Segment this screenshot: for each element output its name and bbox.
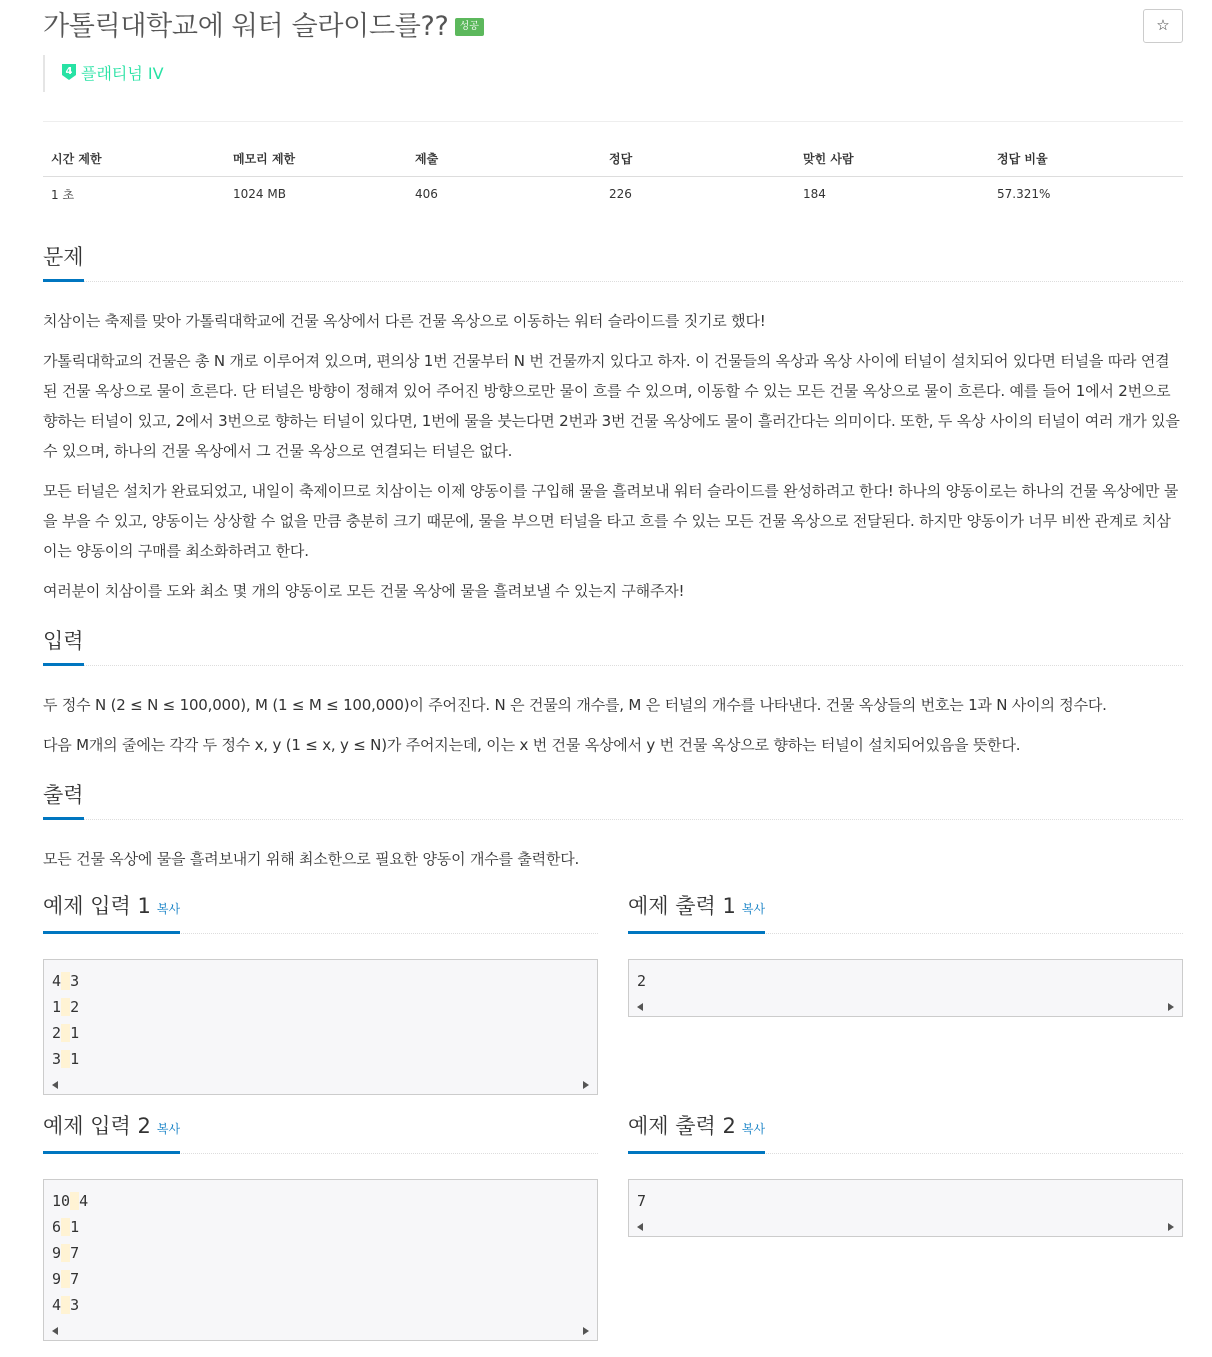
scroll-right-icon[interactable]: [583, 1327, 589, 1335]
tier-number: 4: [65, 66, 73, 77]
code-line: 10 4: [52, 1192, 89, 1210]
sample-output-2-header: [628, 1114, 1183, 1154]
sample-output-1-title: 예제 출력 1: [628, 894, 736, 918]
sample-input-2-header: [43, 1114, 598, 1154]
tier-block: [43, 55, 164, 92]
scroll-right-icon[interactable]: [1168, 1223, 1174, 1231]
accepted-value[interactable]: 226: [609, 187, 632, 202]
scroll-left-icon[interactable]: [637, 1223, 643, 1231]
input-title: 입력: [43, 626, 84, 666]
ratio-value: 57.321%: [997, 187, 1051, 202]
status-badge: 성공: [455, 18, 484, 36]
output-title: 출력: [43, 780, 84, 820]
code-line: 4 3: [52, 1296, 80, 1314]
horizontal-scrollbar[interactable]: [44, 1322, 597, 1340]
output-paragraph: 모든 건물 옥상에 물을 흘려보내기 위해 최소한으로 필요한 양동이 개수를 출력한다.: [43, 850, 580, 868]
memory-limit-value: 1024 MB: [233, 187, 286, 202]
input-paragraph-2: 다음 M개의 줄에는 각각 두 정수 x, y (1 ≤ x, y ≤ N)가 주어지는데, 이는 x 번 건물 옥상에서 y 번 건물 옥상으로 향하는 터널이 설치되어있음을 뜻한다.: [43, 736, 1021, 754]
divider: [43, 121, 1183, 122]
header-time-limit: 시간 제한: [43, 142, 225, 176]
copy-button[interactable]: 복사: [156, 1122, 181, 1136]
tier-icon: [61, 63, 77, 81]
sample-output-2-code[interactable]: [628, 1179, 1183, 1237]
description-title: 문제: [43, 242, 84, 282]
description-paragraph-4: 여러분이 치삼이를 도와 최소 몇 개의 양동이로 모든 건물 옥상에 물을 흘려보낼 수 있는지 구해주자!: [43, 582, 685, 600]
header-memory-limit: 메모리 제한: [225, 142, 407, 176]
code-line: 4 3: [52, 972, 80, 990]
header-ratio: 정답 비율: [989, 142, 1183, 176]
table-row: [43, 176, 1183, 212]
horizontal-scrollbar[interactable]: [44, 1076, 597, 1094]
star-button[interactable]: [1143, 9, 1183, 43]
horizontal-scrollbar[interactable]: [629, 1218, 1182, 1236]
sample-output-2-title: 예제 출력 2: [628, 1114, 736, 1138]
sample-output-1-code[interactable]: [628, 959, 1183, 1017]
code-line: 7: [637, 1192, 647, 1210]
output-section-header: [43, 780, 1183, 820]
sample-input-1: [43, 894, 598, 1095]
input-paragraph-1: 두 정수 N (2 ≤ N ≤ 100,000), M (1 ≤ M ≤ 100,000)이 주어진다. N 은 건물의 개수를, M 은 터널의 개수를 나타낸다. 건물 옥상들의 번호는 1과 N 사이의 정수다.: [43, 696, 1107, 714]
input-section-header: [43, 626, 1183, 666]
description-paragraph-1: 치삼이는 축제를 맞아 가톨릭대학교에 건물 옥상에서 다른 건물 옥상으로 이동하는 워터 슬라이드를 짓기로 했다!: [43, 312, 766, 330]
problem-title: 가톨릭대학교에 워터 슬라이드를??: [43, 11, 449, 42]
sample-input-2: [43, 1114, 598, 1341]
copy-button[interactable]: 복사: [741, 902, 766, 916]
sample-output-2: [628, 1114, 1183, 1237]
code-line: 3 1: [52, 1050, 80, 1068]
sample-input-1-code[interactable]: [43, 959, 598, 1095]
title-row: [43, 8, 1183, 48]
scroll-left-icon[interactable]: [637, 1003, 643, 1011]
code-line: 2 1: [52, 1024, 80, 1042]
header-solved-users: 맞힌 사람: [795, 142, 989, 176]
copy-button[interactable]: 복사: [156, 902, 181, 916]
code-line: 9 7: [52, 1270, 80, 1288]
problem-info-table: [43, 142, 1183, 212]
time-limit-value: 1 초: [51, 187, 75, 202]
sample-input-2-code[interactable]: [43, 1179, 598, 1341]
horizontal-scrollbar[interactable]: [629, 998, 1182, 1016]
scroll-right-icon[interactable]: [583, 1081, 589, 1089]
solved-users-value[interactable]: 184: [803, 187, 826, 202]
description-paragraph-3: 모든 터널은 설치가 완료되었고, 내일이 축제이므로 치삼이는 이제 양동이를 구입해 물을 흘려보내 워터 슬라이드를 완성하려고 한다! 하나의 양동이로는 하나의 건물 옥상에만 물을 부을 수 있고, 양동이는 상상할 수 없을 만큼 충분히 크기 때문에, 물을 부으면 터널을 타고 흐를 수 있는 모든 건물 옥상으로 전달된다. 하지만 양동이가 너무 비싼 관계로 치삼이는 양동이의 구매를 최소화하려고 한다.: [43, 482, 1179, 560]
code-line: 1 2: [52, 998, 80, 1016]
header-accepted: 정답: [601, 142, 795, 176]
star-icon: ☆: [1156, 16, 1170, 34]
code-line: 9 7: [52, 1244, 80, 1262]
description-paragraph-2: 가톨릭대학교의 건물은 총 N 개로 이루어져 있으며, 편의상 1번 건물부터 N 번 건물까지 있다고 하자. 이 건물들의 옥상과 옥상 사이에 터널이 설치되어 있다면 터널을 따라 연결된 건물 옥상으로 물이 흐른다. 단 터널은 방향이 정해져 있어 주어진 방향으로만 물이 흐를 수 있으며, 이동할 수 있는 모든 건물 옥상으로 물이 흐른다. 예를 들어 1에서 2번으로 향하는 터널이 있고, 2에서 3번으로 향하는 터널이 있다면, 1번에 물을 붓는다면 2번과 3번 건물 옥상에도 물이 흘러간다는 의미이다. 또한, 두 옥상 사이의 터널이 여러 개가 있을 수 있으며, 하나의 건물 옥상에서 그 건물 옥상으로 연결되는 터널은 없다.: [43, 352, 1180, 460]
header-submissions: 제출: [407, 142, 601, 176]
code-line: 2: [637, 972, 647, 990]
tier-name[interactable]: 플래티넘 IV: [81, 64, 164, 83]
scroll-left-icon[interactable]: [52, 1327, 58, 1335]
sample-input-1-header: [43, 894, 598, 934]
submissions-value[interactable]: 406: [415, 187, 438, 202]
code-line: 6 1: [52, 1218, 80, 1236]
table-header-row: [43, 142, 1183, 176]
sample-output-1: [628, 894, 1183, 1017]
scroll-right-icon[interactable]: [1168, 1003, 1174, 1011]
description-section-header: [43, 242, 1183, 282]
sample-input-2-title: 예제 입력 2: [43, 1114, 151, 1138]
sample-output-1-header: [628, 894, 1183, 934]
sample-input-1-title: 예제 입력 1: [43, 894, 151, 918]
scroll-left-icon[interactable]: [52, 1081, 58, 1089]
copy-button[interactable]: 복사: [741, 1122, 766, 1136]
